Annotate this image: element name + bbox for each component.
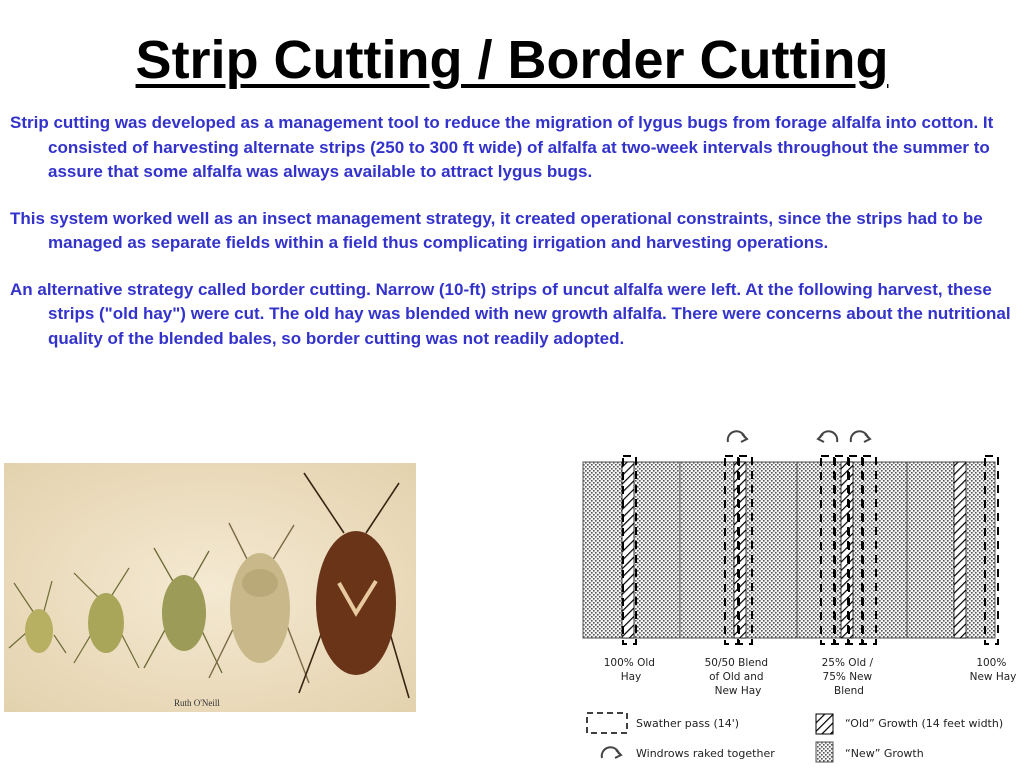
slide-body [10, 111, 1015, 373]
label-new-hay: 100% New Hay [969, 657, 1017, 683]
legend-new-growth: “New” Growth [845, 747, 924, 760]
paragraph-insect-management: This system worked well as an insect management strategy, it created operational constraints, since the strips had to be managed as separate fields within a field thus complicating irrigation and harvesting operations. [10, 208, 983, 252]
windrow-arrow-icon [851, 431, 870, 442]
old-growth-strip [954, 462, 966, 638]
legend-windrows: Windrows raked together [636, 747, 775, 760]
field-new-growth [583, 462, 995, 638]
legend-swather-swatch [587, 713, 627, 733]
windrow-arrow-icon [818, 431, 837, 442]
lygus-bugs-photo [4, 463, 416, 712]
paragraph-strip-cutting: Strip cutting was developed as a management tool to reduce the migration of lygus bugs from forage alfalfa into cotton. It consisted of harvesting alternate strips (250 to 300 ft wide) of alfalfa at two-week intervals throughout the summer to assure that some alfalfa was always available to attract lygus bugs. [10, 113, 994, 181]
legend-old-growth: “Old” Growth (14 feet width) [845, 717, 1004, 730]
legend-old-growth-swatch [816, 714, 833, 734]
windrow-arrow-icon [602, 747, 621, 758]
border-cutting-diagram [575, 420, 1024, 768]
legend-swather-pass: Swather pass (14') [636, 717, 740, 730]
paragraph-border-cutting: An alternative strategy called border cutting. Narrow (10-ft) strips of uncut alfalfa were left. At the following harvest, these strips ("old hay") were cut. The old hay was blended with new growth alfalfa. There were concerns about the nutritional quality of the blended bales, so border cutting was not readily adopted. [10, 279, 1011, 348]
label-blend-5050: 50/50 Blend of Old and New Hay [704, 657, 769, 697]
label-old-hay: 100% Old Hay [603, 657, 655, 683]
windrow-arrow-icon [728, 431, 747, 442]
photo-credit: Ruth O'Neill [174, 698, 220, 708]
slide-title: Strip Cutting / Border Cutting [135, 30, 889, 90]
label-blend-2575: 25% Old / 75% New Blend [821, 657, 874, 697]
legend-new-growth-swatch [816, 742, 833, 762]
